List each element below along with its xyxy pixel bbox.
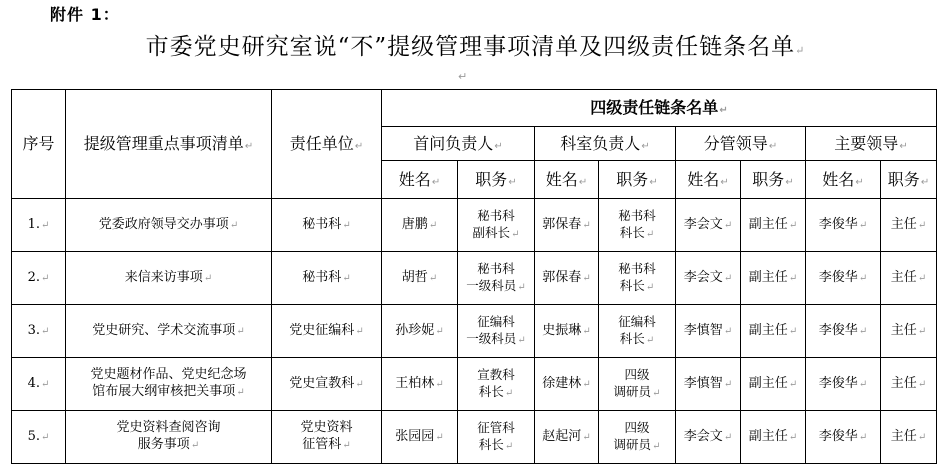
group-first-responsible: 首问负责人↵ bbox=[382, 127, 535, 161]
row-post-first: 征管科 科长↵ bbox=[458, 411, 535, 464]
row-post-first: 征编科 一级科员↵ bbox=[458, 305, 535, 358]
row-unit: 秘书科↵ bbox=[272, 252, 382, 305]
sub-name: 姓名↵ bbox=[676, 161, 741, 199]
row-name-chief: 李俊华↵ bbox=[806, 411, 881, 464]
row-name-first: 张园园↵ bbox=[382, 411, 458, 464]
row-post-section: 秘书科 科长↵ bbox=[599, 199, 676, 252]
header-item: 提级管理重点事项清单↵ bbox=[66, 90, 272, 199]
sub-post: 职务↵ bbox=[741, 161, 806, 199]
row-unit: 秘书科↵ bbox=[272, 199, 382, 252]
row-post-deputy: 副主任↵ bbox=[741, 252, 806, 305]
document-title bbox=[0, 28, 951, 61]
row-name-deputy: 李会文↵ bbox=[676, 411, 741, 464]
row-name-first: 孙珍妮↵ bbox=[382, 305, 458, 358]
row-unit: 党史宣教科↵ bbox=[272, 358, 382, 411]
row-name-deputy: 李会文↵ bbox=[676, 199, 741, 252]
table-row bbox=[12, 411, 937, 464]
row-name-chief: 李俊华↵ bbox=[806, 252, 881, 305]
row-name-section: 郭保春↵ bbox=[535, 252, 599, 305]
row-name-first: 唐鹏↵ bbox=[382, 199, 458, 252]
header-unit: 责任单位↵ bbox=[272, 90, 382, 199]
title-text: 市委党史研究室说“不”提级管理事项清单及四级责任链条名单 bbox=[145, 34, 796, 60]
sub-name: 姓名↵ bbox=[806, 161, 881, 199]
row-post-section: 秘书科 科长↵ bbox=[599, 252, 676, 305]
header-chain: 四级责任链条名单↵ bbox=[382, 90, 937, 127]
group-deputy-leader: 分管领导↵ bbox=[676, 127, 806, 161]
row-post-chief: 主任↵ bbox=[881, 358, 937, 411]
row-seq: 2.↵ bbox=[12, 252, 66, 305]
row-seq: 4.↵ bbox=[12, 358, 66, 411]
row-post-deputy: 副主任↵ bbox=[741, 411, 806, 464]
row-post-chief: 主任↵ bbox=[881, 411, 937, 464]
row-item: 党委政府领导交办事项↵ bbox=[66, 199, 272, 252]
row-post-first: 宣教科 科长↵ bbox=[458, 358, 535, 411]
row-name-deputy: 李慎智↵ bbox=[676, 305, 741, 358]
row-name-section: 徐建林↵ bbox=[535, 358, 599, 411]
row-item: 党史资料查阅咨询 服务事项↵ bbox=[66, 411, 272, 464]
row-name-chief: 李俊华↵ bbox=[806, 305, 881, 358]
row-name-section: 郭保春↵ bbox=[535, 199, 599, 252]
sub-name: 姓名↵ bbox=[382, 161, 458, 199]
table-row bbox=[12, 305, 937, 358]
row-post-first: 秘书科 副科长↵ bbox=[458, 199, 535, 252]
row-post-section: 四级 调研员↵ bbox=[599, 358, 676, 411]
row-post-chief: 主任↵ bbox=[881, 252, 937, 305]
row-seq: 5.↵ bbox=[12, 411, 66, 464]
row-name-section: 史振琳↵ bbox=[535, 305, 599, 358]
row-item: 党史研究、学术交流事项↵ bbox=[66, 305, 272, 358]
row-name-section: 赵起河↵ bbox=[535, 411, 599, 464]
sub-post: 职务↵ bbox=[599, 161, 676, 199]
row-post-deputy: 副主任↵ bbox=[741, 305, 806, 358]
row-unit: 党史资料 征管科↵ bbox=[272, 411, 382, 464]
row-seq: 1.↵ bbox=[12, 199, 66, 252]
group-chief-leader: 主要领导↵ bbox=[806, 127, 937, 161]
row-post-section: 四级 调研员↵ bbox=[599, 411, 676, 464]
row-unit: 党史征编科↵ bbox=[272, 305, 382, 358]
row-seq: 3.↵ bbox=[12, 305, 66, 358]
row-name-deputy: 李慎智↵ bbox=[676, 358, 741, 411]
table-row bbox=[12, 252, 937, 305]
table-row bbox=[12, 358, 937, 411]
paragraph-mark-icon: ↵ bbox=[458, 70, 468, 83]
table-row bbox=[12, 199, 937, 252]
row-name-first: 王柏林↵ bbox=[382, 358, 458, 411]
row-name-chief: 李俊华↵ bbox=[806, 358, 881, 411]
sub-post: 职务↵ bbox=[458, 161, 535, 199]
paragraph-mark-icon: ↵ bbox=[795, 44, 806, 57]
row-item: 党史题材作品、党史纪念场 馆布展大纲审核把关事项↵ bbox=[66, 358, 272, 411]
row-name-deputy: 李会文↵ bbox=[676, 252, 741, 305]
row-post-section: 征编科 科长↵ bbox=[599, 305, 676, 358]
row-post-chief: 主任↵ bbox=[881, 305, 937, 358]
row-post-chief: 主任↵ bbox=[881, 199, 937, 252]
row-item: 来信来访事项↵ bbox=[66, 252, 272, 305]
row-post-first: 秘书科 一级科员↵ bbox=[458, 252, 535, 305]
row-post-deputy: 副主任↵ bbox=[741, 358, 806, 411]
responsibility-table bbox=[11, 89, 937, 464]
attachment-label: 附件 1： bbox=[50, 5, 120, 24]
sub-name: 姓名↵ bbox=[535, 161, 599, 199]
row-name-first: 胡哲↵ bbox=[382, 252, 458, 305]
row-name-chief: 李俊华↵ bbox=[806, 199, 881, 252]
group-section-head: 科室负责人↵ bbox=[535, 127, 676, 161]
sub-post: 职务↵ bbox=[881, 161, 937, 199]
header-seq: 序号 bbox=[12, 90, 66, 199]
row-post-deputy: 副主任↵ bbox=[741, 199, 806, 252]
